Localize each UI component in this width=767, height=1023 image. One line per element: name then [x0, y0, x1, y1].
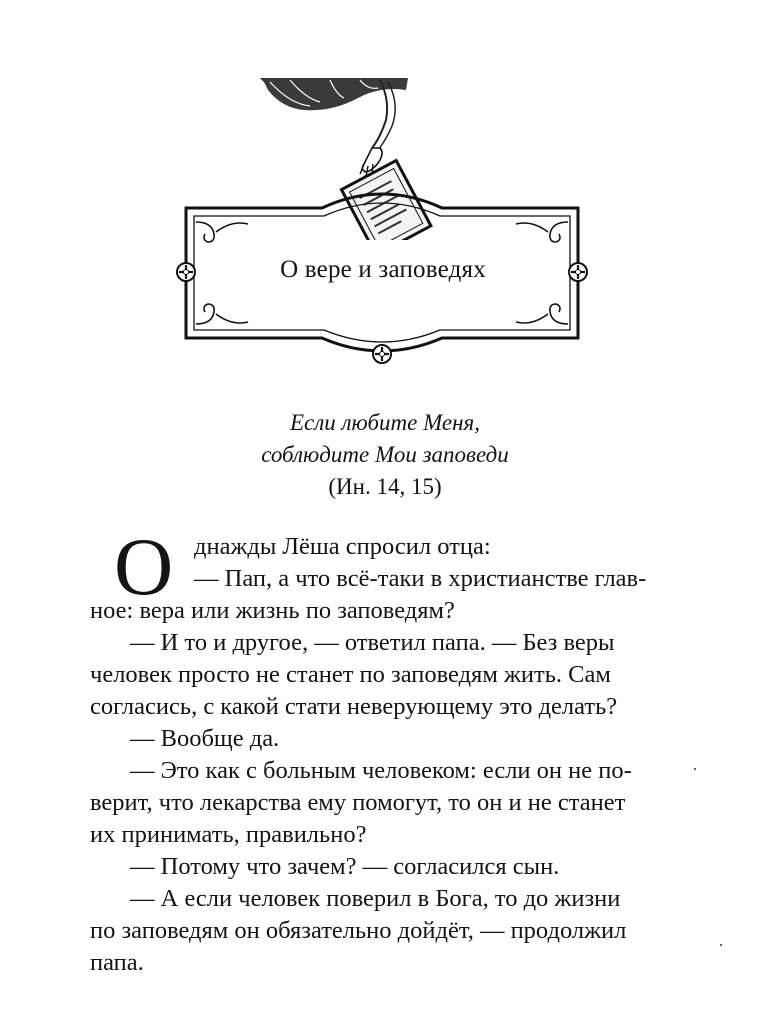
- text-line: их принимать, правильно?: [90, 821, 367, 848]
- scan-speck: [720, 944, 722, 946]
- text-line: — Это как с больным человеком: если он не по-: [130, 757, 632, 784]
- epigraph: [150, 407, 620, 503]
- scan-speck: [694, 768, 696, 770]
- epigraph-line-1: Если любите Меня,: [289, 410, 480, 435]
- drop-cap: О: [114, 521, 174, 612]
- text-line: — И то и другое, — ответил папа. — Без веры: [130, 629, 615, 656]
- text-line: — А если человек поверил в Бога, то до жизни: [130, 885, 621, 912]
- epigraph-line-2: соблюдите Мои заповеди: [261, 442, 509, 467]
- text-line: — Вообще да.: [130, 725, 280, 752]
- text-line: папа.: [90, 949, 144, 976]
- epigraph-reference: (Ин. 14, 15): [328, 474, 442, 499]
- text-line: верит, что лекарства ему помогут, то он и не станет: [90, 789, 626, 816]
- text-line: — Потому что зачем? — согласился сын.: [130, 853, 560, 880]
- text-line: — Пап, а что всё-таки в христианстве глав-: [194, 565, 647, 592]
- text-line: днажды Лёша спросил отца:: [194, 533, 491, 560]
- text-line: ное: вера или жизнь по заповедям?: [90, 597, 455, 624]
- text-line: человек просто не станет по заповедям жить. Сам: [90, 661, 611, 688]
- text-line: согласись, с какой стати неверующему это делать?: [90, 693, 618, 720]
- text-line: по заповедям он обязательно дойдёт, — продолжил: [90, 917, 627, 944]
- chapter-title: О вере и заповедях: [280, 256, 486, 283]
